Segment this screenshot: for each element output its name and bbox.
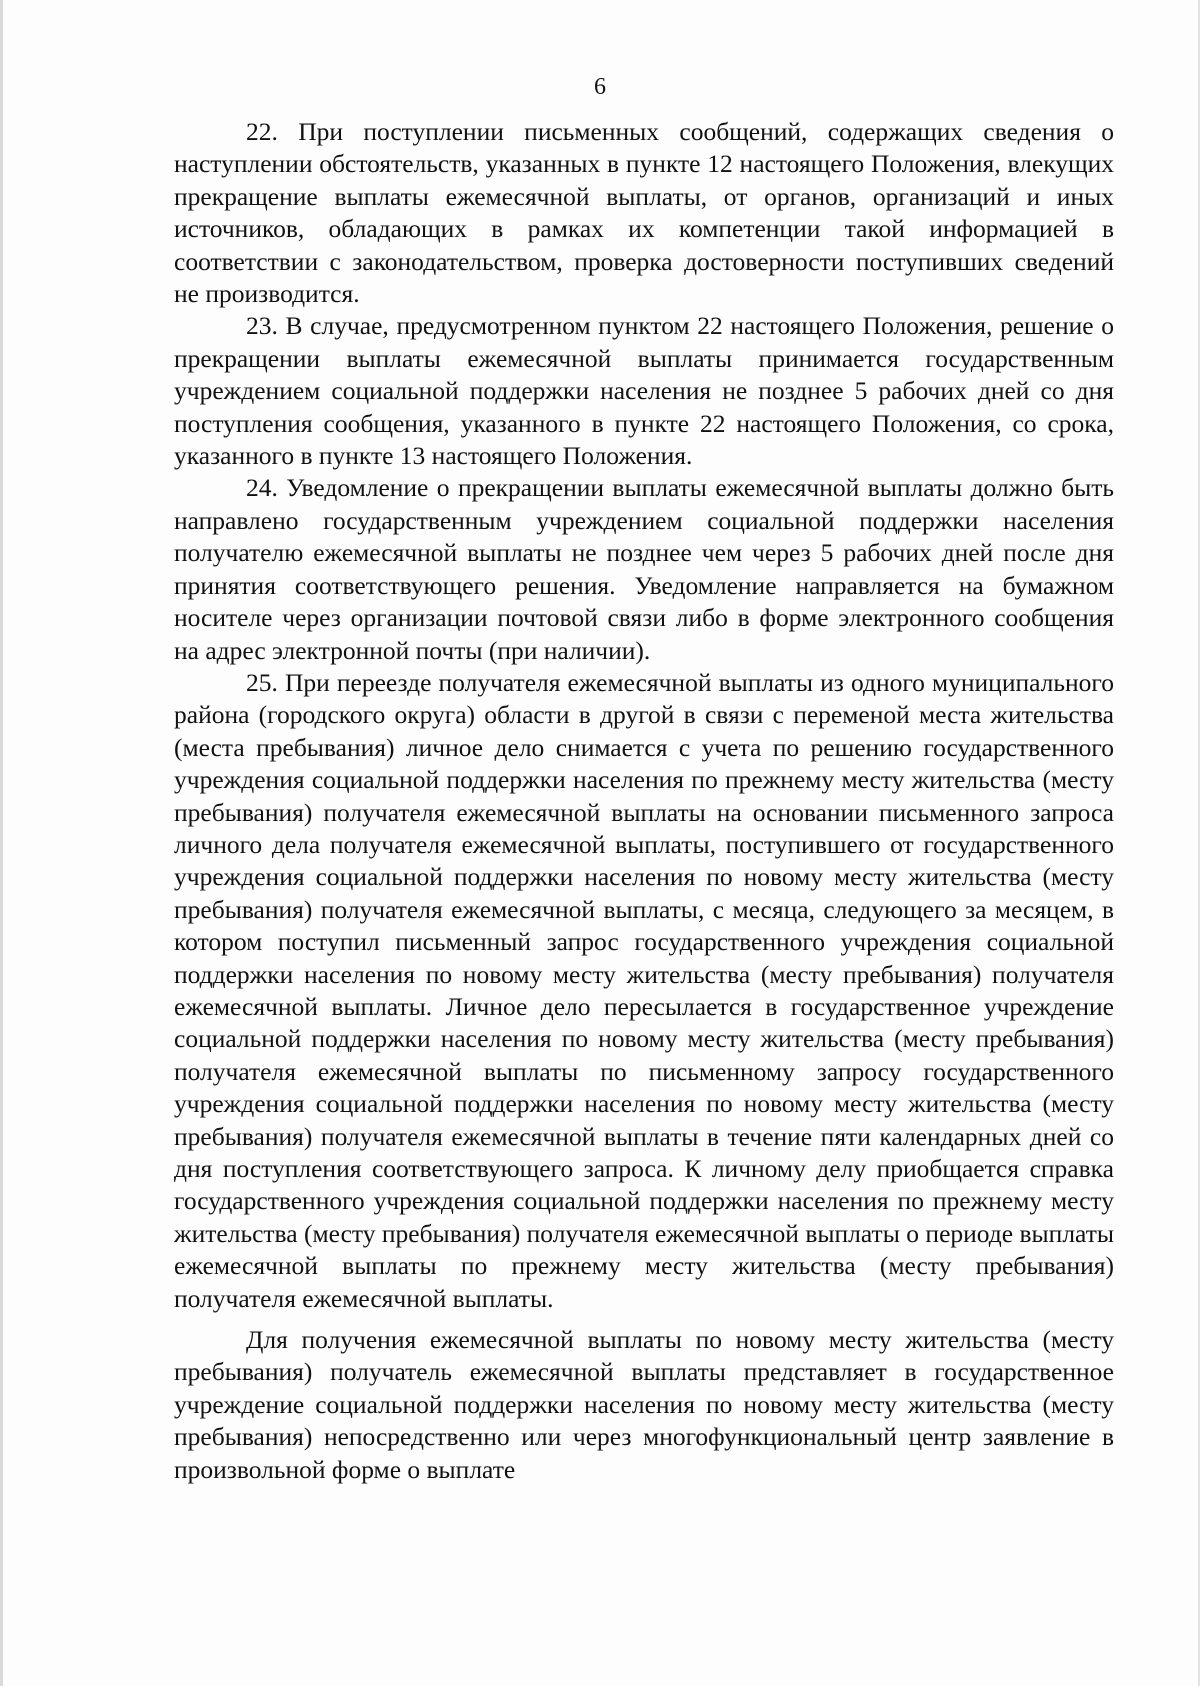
page-number: 6 (594, 74, 606, 100)
paragraph-22: 22. При поступлении письменных сообщений, содержащих сведения о наступлении обстоятельств, указанных в пункте 12 настоящего Положения, влекущих прекращение выплаты ежемесячной выплаты, от органов, организаций и иных источников, обладающих в рамках их компетенции такой информацией в соответствии с законодательством, проверка достоверности поступивших сведений не производится. (174, 117, 1114, 309)
paragraph-23: 23. В случае, предусмотренном пунктом 22 настоящего Положения, решение о прекращении выплаты ежемесячной выплаты принимается государственным учреждением социальной поддержки населения не позднее 5 рабочих дней со дня поступления сообщения, указанного в пункте 22 настоящего Положения, со срока, указанного в пункте 13 настоящего Положения. (174, 311, 1114, 471)
paragraph-25: 25. При переезде получателя ежемесячной выплаты из одного муниципального района (городского округа) области в другой в связи с переменой места жительства (места пребывания) личное дело снимается с учета по решению государственного учреждения социальной поддержки населения по прежнему месту жительства (месту пребывания) получателя ежемесячной выплаты на основании письменного запроса личного дела получателя ежемесячной выплаты, поступившего от государственного учреждения социальной поддержки населения по новому месту жительства (месту пребывания) получателя ежемесячной выплаты, с месяца, следующего за месяцем, в котором поступил письменный запрос государственного учреждения социальной поддержки населения по новому месту жительства (месту пребывания) получателя ежемесячной выплаты. Личное дело пересылается в государственное учреждение социальной поддержки населения по новому месту жительства (месту пребывания) получателя ежемесячной выплаты по письменному запросу государственного учреждения социальной поддержки населения по новому месту жительства (месту пребывания) получателя ежемесячной выплаты в течение пяти календарных дней со дня поступления соответствующего запроса. К личному делу приобщается справка государственного учреждения социальной поддержки населения по прежнему месту жительства (месту пребывания) получателя ежемесячной выплаты о периоде выплаты ежемесячной выплаты по прежнему месту жительства (месту пребывания) получателя ежемесячной выплаты. (174, 667, 1114, 1313)
paragraph-25-continuation: Для получения ежемесячной выплаты по новому месту жительства (месту пребывания) получатель ежемесячной выплаты представляет в государственное учреждение социальной поддержки населения по новому месту жительства (месту пребывания) непосредственно или через многофункциональный центр заявление в произвольной форме о выплате (174, 1325, 1114, 1484)
document-body (174, 116, 1114, 1486)
paragraph-24: 24. Уведомление о прекращении выплаты ежемесячной выплаты должно быть направлено государственным учреждением социальной поддержки населения получателю ежемесячной выплаты не позднее чем через 5 рабочих дней после дня принятия соответствующего решения. Уведомление направляется на бумажном носителе через организации почтовой связи либо в форме электронного сообщения на адрес электронной почты (при наличии). (174, 473, 1114, 665)
page-left-edge (0, 0, 3, 1686)
